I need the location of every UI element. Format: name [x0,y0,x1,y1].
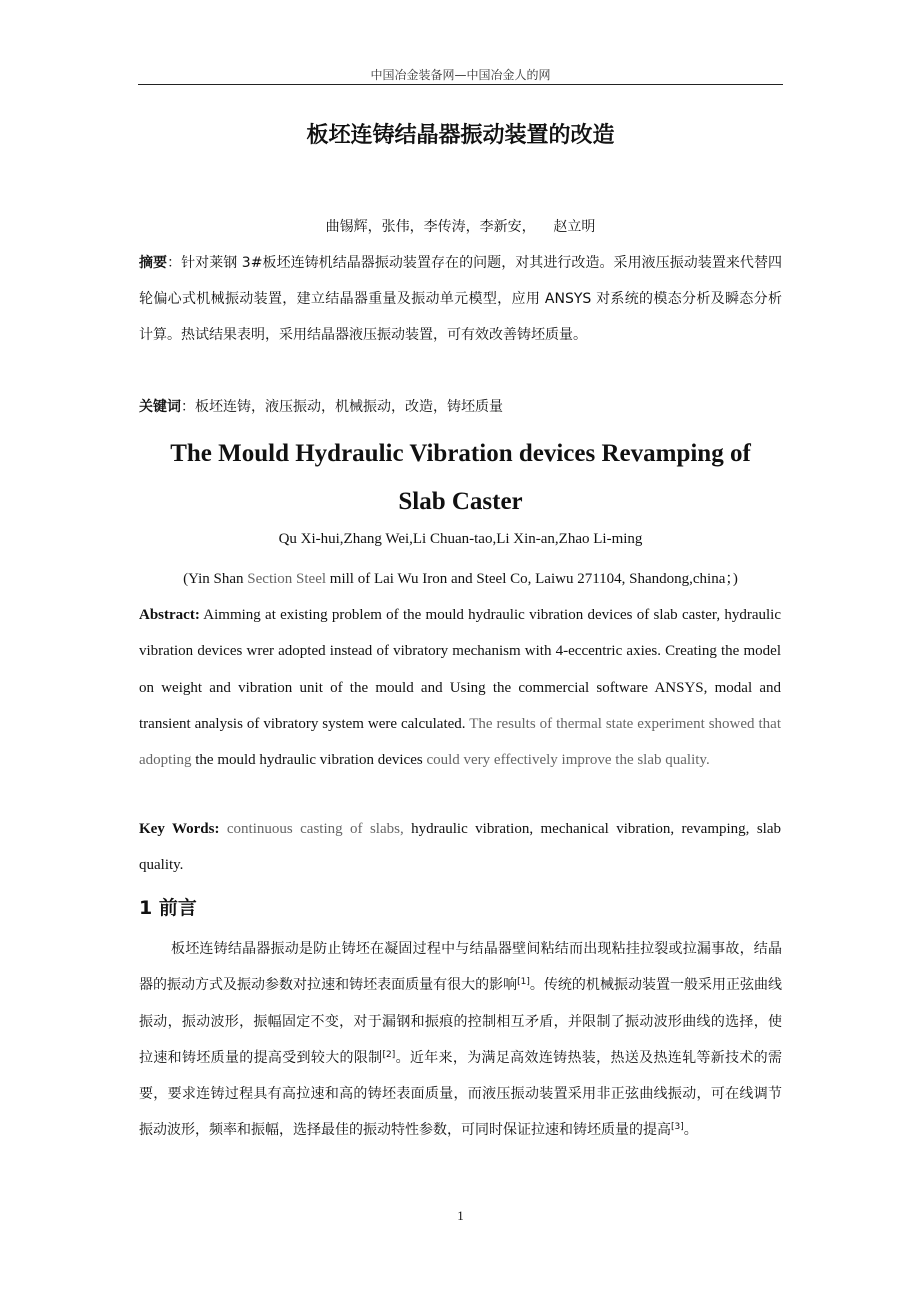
english-title [138,430,783,526]
chinese-keywords-label: 关键词 [139,399,181,415]
chinese-abstract-label: 摘要 [139,255,168,271]
paragraph-text-2: 。传统的机械振动装置一般采用正弦曲线振动，振动波形，振幅固定不变，对于漏钢和振痕的控制相互矛盾，并限制了振动波形曲线的选择，使拉速和铸坯质量的提高受到较大的限制 [139,977,783,1066]
english-abstract-text-3: the mould hydraulic vibration devices [191,752,423,769]
english-abstract [139,597,781,778]
english-affiliation [138,567,783,588]
header-divider [138,84,783,85]
english-keywords-label: Key Words: [139,821,220,837]
paragraph-text-1: 板坯连铸结晶器振动是防止铸坯在凝固过程中与结晶器壁间粘结而出现粘挂拉裂或拉漏事故，结晶器的振动方式及振动参数对拉速和铸坯表面质量有很大的影响 [139,941,782,994]
english-title-line-1: The Mould Hydraulic Vibration devices Revamping of [170,440,751,467]
chinese-abstract-text: 针对莱钢 3#板坯连铸机结晶器振动装置存在的问题，对其进行改造。采用液压振动装置来代替四轮偏心式机械振动装置，建立结晶器重量及振动单元模型，应用 ANSYS 对系统的模态分析及瞬态分析计算。热试结果表明，采用结晶器液压振动装置，可有效改善铸坯质量。 [139,255,783,343]
chinese-abstract-colon: ： [167,255,182,271]
chinese-keywords-text: 板坯连铸，液压振动，机械振动，改造，铸坯质量 [195,399,503,415]
citation-3: [3] [671,1122,684,1133]
affiliation-part-3: mill of Lai Wu Iron and Steel Co, Laiwu 271104, Shandong,china；) [326,571,738,587]
citation-1: [1] [517,977,530,988]
english-keywords-text-2: hydraulic vibration, mechanical vibration, revamping, slab quality. [139,821,781,874]
section-heading-introduction: 1 前言 [139,897,197,919]
english-keywords-text-1: continuous casting of slabs, [219,821,404,837]
introduction-paragraph [139,931,782,1149]
paragraph-text-4: 。 [683,1122,698,1139]
citation-2: [2] [382,1049,396,1060]
english-keywords [139,811,781,884]
english-abstract-label: Abstract: [139,607,200,623]
paragraph-text-3: 。近年来，为满足高效连铸热装，热送及热连轧等新技术的需要，要求连铸过程具有高拉速和高的铸坯表面质量，而液压振动装置采用非正弦曲线振动，可在线调节振动波形，频率和振幅，选择最佳的振动特性参数，可同时保证拉速和铸坯质量的提高 [139,1049,783,1139]
english-abstract-text-4: could very effectively improve the slab quality. [422,752,710,769]
page-number: 1 [457,1208,464,1223]
english-abstract-text-1: Aimming at existing problem of the mould hydraulic vibration devices of slab caster, hydraulic vibration devices wrer adopted instead of vibratory mechanism with 4-eccentric axies. Creating the model on weight and vibration unit of the mould and Using the commercial software ANSYS, modal and transient analysis of vibratory system were calculated. [139,607,781,732]
chinese-keywords-colon: ： [181,399,195,415]
chinese-title: 板坯连铸结晶器振动装置的改造 [306,123,615,148]
chinese-abstract [139,245,782,353]
running-header: 中国冶金装备网—中国冶金人的网 [370,68,551,82]
english-title-line-2: Slab Caster [398,488,523,515]
affiliation-part-2: Section Steel [247,571,327,587]
english-authors: Qu Xi-hui,Zhang Wei,Li Chuan-tao,Li Xin-an,Zhao Li-ming [278,531,643,547]
chinese-authors: 曲锡辉，张伟，李传涛，李新安， 赵立明 [325,219,596,235]
chinese-keywords [139,389,782,425]
affiliation-part-1: (Yin Shan [183,571,248,587]
english-abstract-text-2: The results of thermal state experiment showed that adopting [139,715,781,769]
